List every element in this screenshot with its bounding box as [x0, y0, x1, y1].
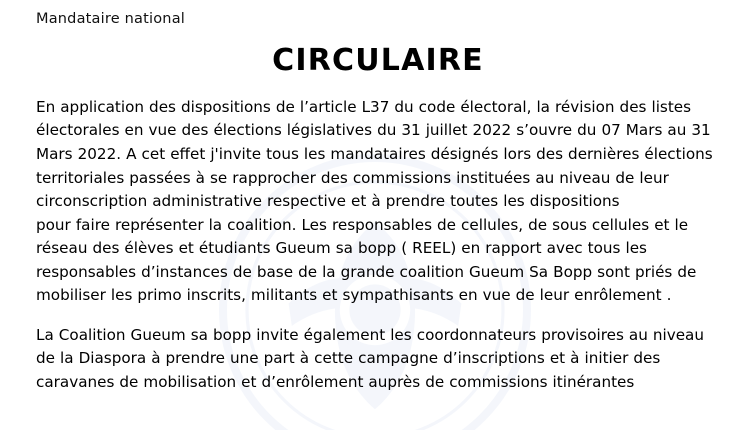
header-label: Mandataire national [36, 11, 186, 27]
paragraph-2: pour faire représenter la coalition. Les responsables de cellules, de sous cellules et le réseau des élèves et étudiants Gueum sa bopp ( REEL) en rapport avec tous les responsables d’instances de base de la grande coalition Gueum Sa Bopp sont priés de mobiliser les primo inscrits, militants et sympathisants en vue de leur enrôlement . [36, 215, 697, 305]
paragraph-1: En application des dispositions de l’article L37 du code électoral, la révision des listes électorales en vue des élections législatives du 31 juillet 2022 s’ouvre du 07 Mars au 31 Mars 2022. A cet effet j'invite tous les mandataires désignés lors des dernières élections territoriales passées à se rapprocher des commissions instituées au niveau de leur circonscription administrative respective et à prendre toutes les dispositions [36, 97, 713, 211]
paragraph-3: La Coalition Gueum sa bopp invite également les coordonnateurs provisoires au niveau de la Diaspora à prendre une part à cette campagne d’inscriptions et à initier des caravanes de mobilisation et d’enrôlement auprès de commissions itinérantes [36, 325, 704, 392]
page-title: CIRCULAIRE [272, 42, 484, 78]
paragraph-spacer [36, 308, 720, 324]
document-content [36, 10, 720, 395]
